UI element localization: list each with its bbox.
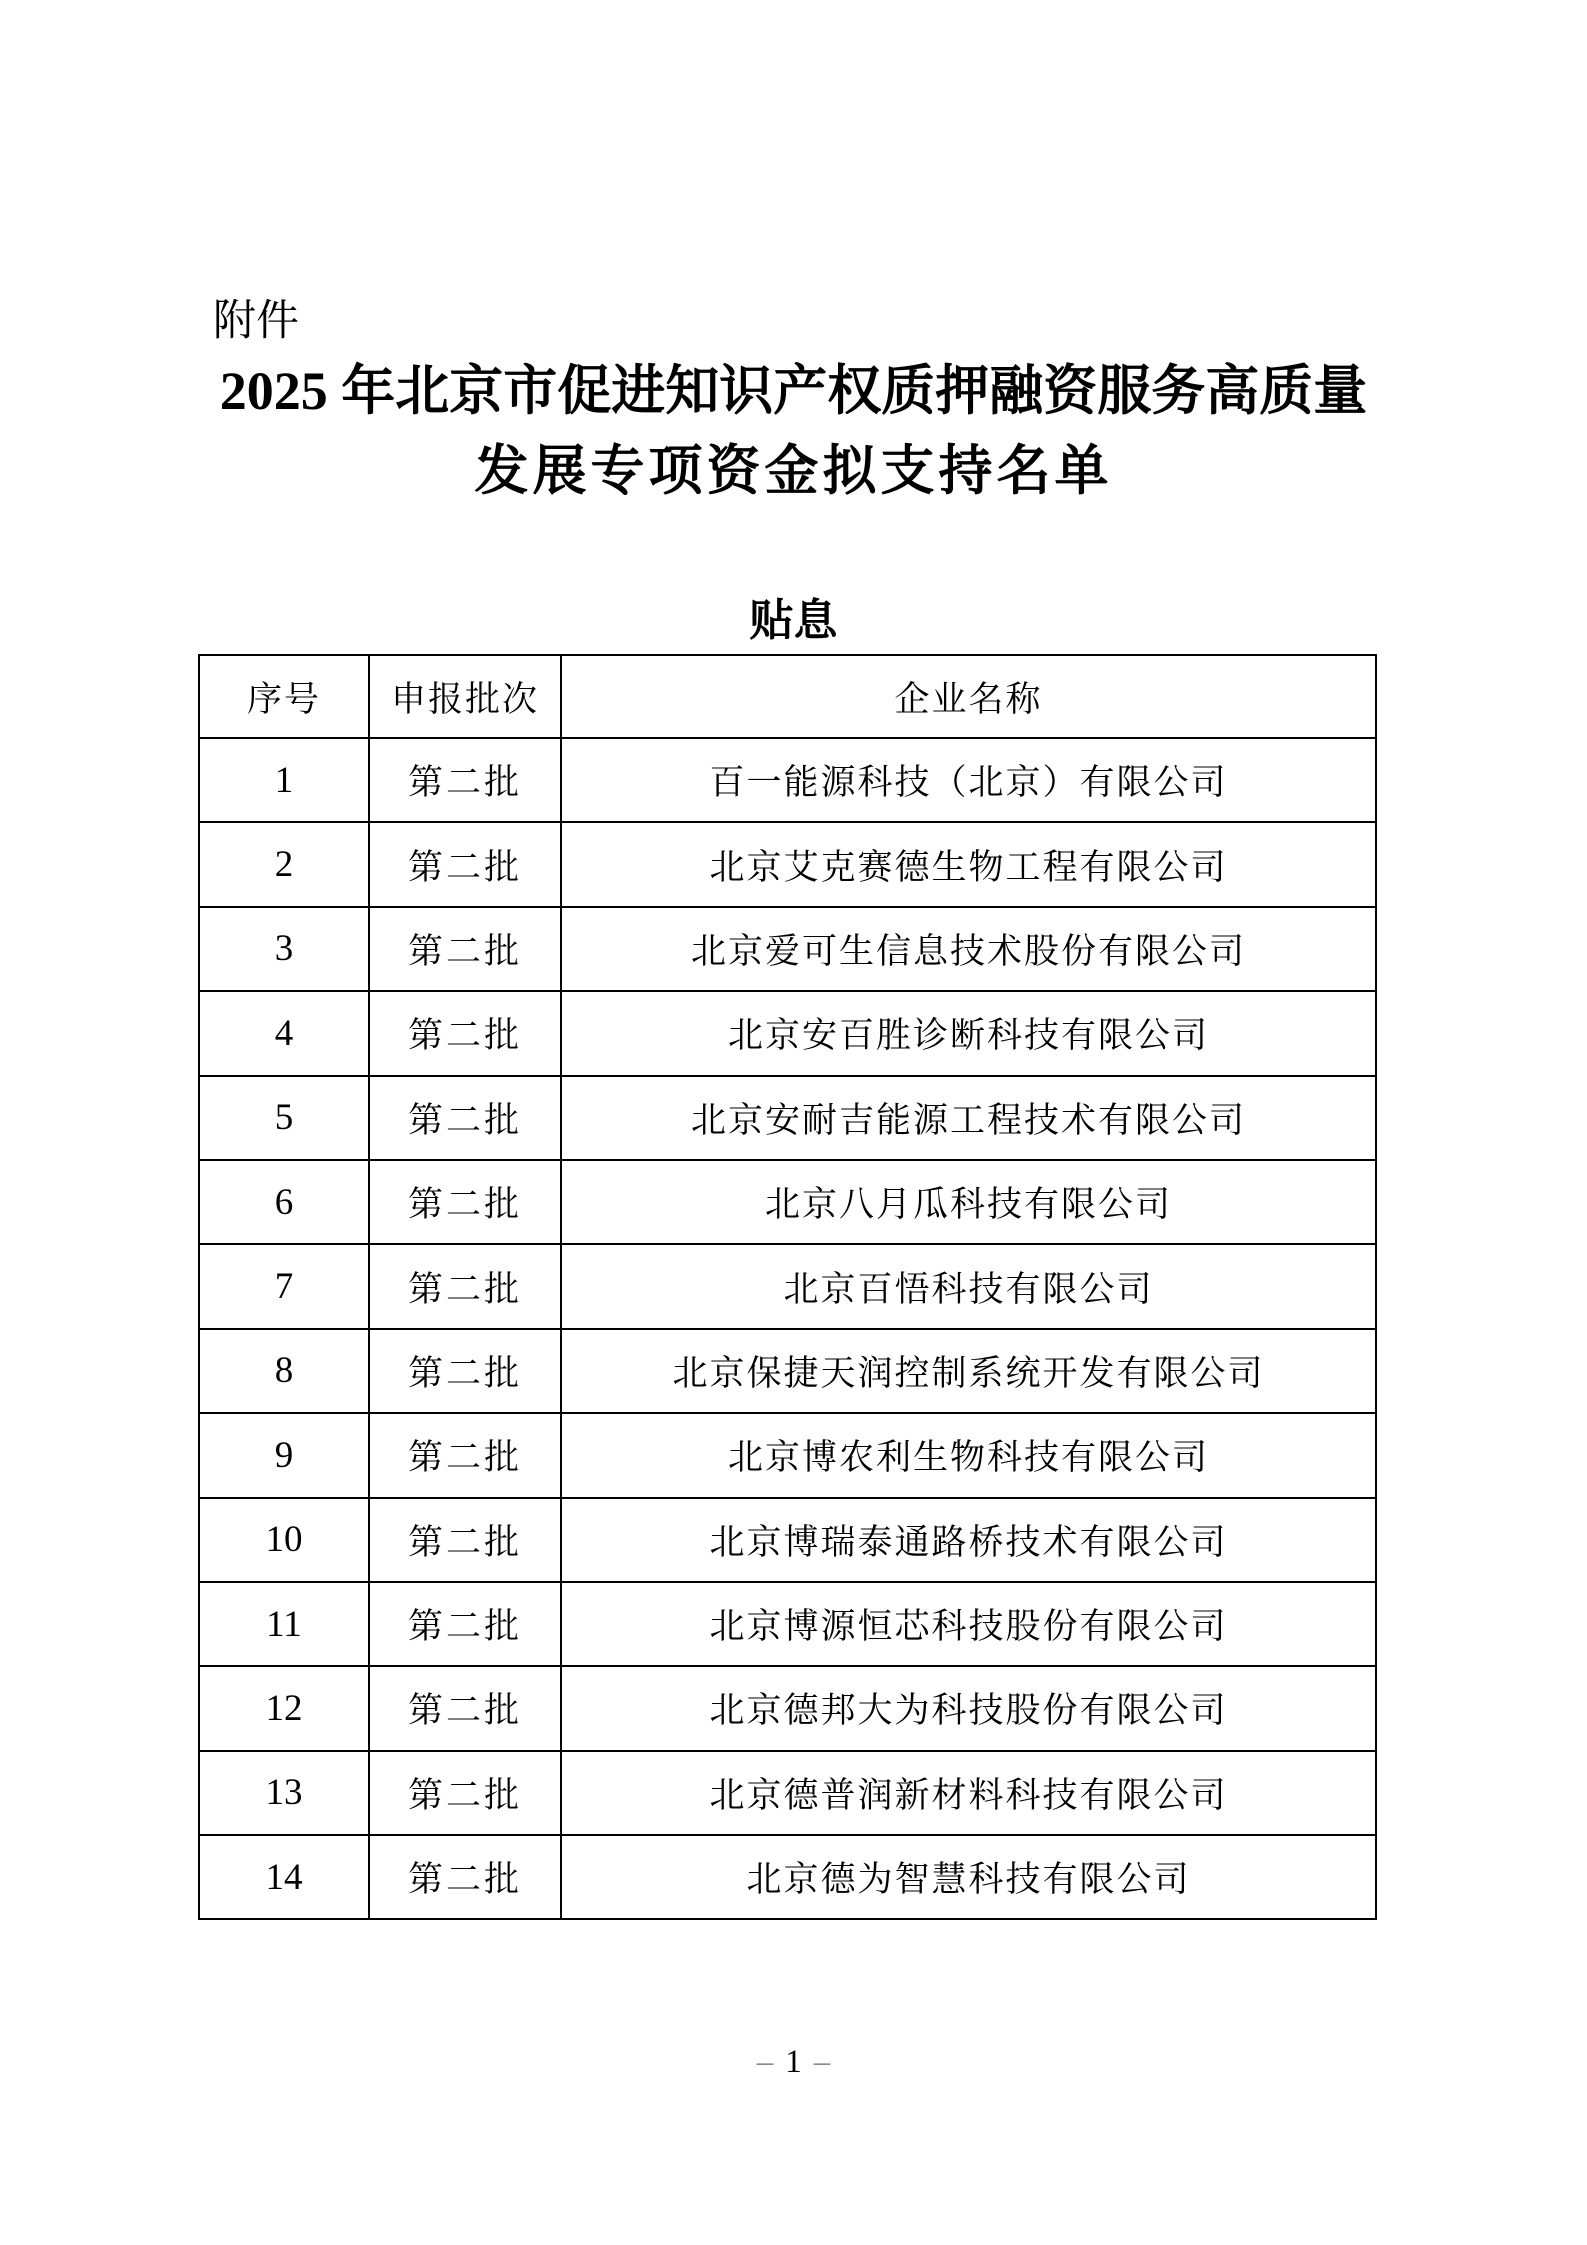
- cell-batch: 第二批: [369, 1666, 561, 1750]
- cell-batch: 第二批: [369, 1498, 561, 1582]
- table-row: [199, 1582, 1376, 1666]
- table-row: [199, 1329, 1376, 1413]
- table-row: [199, 738, 1376, 822]
- table-row: [199, 1666, 1376, 1750]
- cell-no: 7: [199, 1244, 369, 1328]
- table-row: [199, 1244, 1376, 1328]
- section-title: 贴息: [749, 596, 838, 645]
- cell-batch: 第二批: [369, 1329, 561, 1413]
- header-cell-no: 序号: [199, 655, 369, 738]
- table-row: [199, 822, 1376, 906]
- footer-dash-right: –: [813, 2044, 831, 2080]
- cell-no: 1: [199, 738, 369, 822]
- cell-no: 4: [199, 991, 369, 1075]
- cell-batch: 第二批: [369, 738, 561, 822]
- cell-company: 北京博源恒芯科技股份有限公司: [561, 1582, 1376, 1666]
- cell-batch: 第二批: [369, 907, 561, 991]
- header-cell-company: 企业名称: [561, 655, 1376, 738]
- footer-page-number: 1: [785, 2044, 802, 2080]
- cell-company: 百一能源科技（北京）有限公司: [561, 738, 1376, 822]
- cell-company: 北京博农利生物科技有限公司: [561, 1413, 1376, 1497]
- cell-no: 12: [199, 1666, 369, 1750]
- cell-batch: 第二批: [369, 991, 561, 1075]
- table-row: [199, 1751, 1376, 1835]
- cell-no: 3: [199, 907, 369, 991]
- subsidy-table-head: [199, 655, 1376, 738]
- table-row: [199, 991, 1376, 1075]
- header-cell-batch: 申报批次: [369, 655, 561, 738]
- cell-no: 2: [199, 822, 369, 906]
- table-row: [199, 1160, 1376, 1244]
- attachment-label: 附件: [213, 297, 299, 345]
- cell-no: 10: [199, 1498, 369, 1582]
- document-title-line-2: 发展专项资金拟支持名单: [474, 441, 1113, 501]
- cell-company: 北京安耐吉能源工程技术有限公司: [561, 1076, 1376, 1160]
- cell-batch: 第二批: [369, 1751, 561, 1835]
- table-row: [199, 1076, 1376, 1160]
- cell-company: 北京德邦大为科技股份有限公司: [561, 1666, 1376, 1750]
- cell-batch: 第二批: [369, 1582, 561, 1666]
- cell-batch: 第二批: [369, 1160, 561, 1244]
- cell-no: 8: [199, 1329, 369, 1413]
- cell-batch: 第二批: [369, 1244, 561, 1328]
- cell-batch: 第二批: [369, 1076, 561, 1160]
- cell-no: 6: [199, 1160, 369, 1244]
- cell-no: 9: [199, 1413, 369, 1497]
- cell-company: 北京八月瓜科技有限公司: [561, 1160, 1376, 1244]
- cell-company: 北京保捷天润控制系统开发有限公司: [561, 1329, 1376, 1413]
- cell-company: 北京安百胜诊断科技有限公司: [561, 991, 1376, 1075]
- cell-no: 13: [199, 1751, 369, 1835]
- cell-batch: 第二批: [369, 1413, 561, 1497]
- table-row: [199, 1835, 1376, 1919]
- subsidy-table: [198, 654, 1377, 1920]
- cell-company: 北京德为智慧科技有限公司: [561, 1835, 1376, 1919]
- cell-company: 北京德普润新材料科技有限公司: [561, 1751, 1376, 1835]
- table-header-row: [199, 655, 1376, 738]
- document-title: [0, 351, 1587, 511]
- footer-dash-left: –: [756, 2044, 774, 2080]
- page-footer: [0, 2042, 1587, 2082]
- table-row: [199, 907, 1376, 991]
- table-row: [199, 1498, 1376, 1582]
- cell-batch: 第二批: [369, 1835, 561, 1919]
- cell-company: 北京博瑞泰通路桥技术有限公司: [561, 1498, 1376, 1582]
- table-row: [199, 1413, 1376, 1497]
- cell-no: 14: [199, 1835, 369, 1919]
- document-title-line-1: 2025 年北京市促进知识产权质押融资服务高质量: [219, 361, 1368, 421]
- cell-company: 北京百悟科技有限公司: [561, 1244, 1376, 1328]
- cell-no: 11: [199, 1582, 369, 1666]
- cell-no: 5: [199, 1076, 369, 1160]
- cell-company: 北京艾克赛德生物工程有限公司: [561, 822, 1376, 906]
- cell-company: 北京爱可生信息技术股份有限公司: [561, 907, 1376, 991]
- subsidy-table-body: [199, 738, 1376, 1919]
- cell-batch: 第二批: [369, 822, 561, 906]
